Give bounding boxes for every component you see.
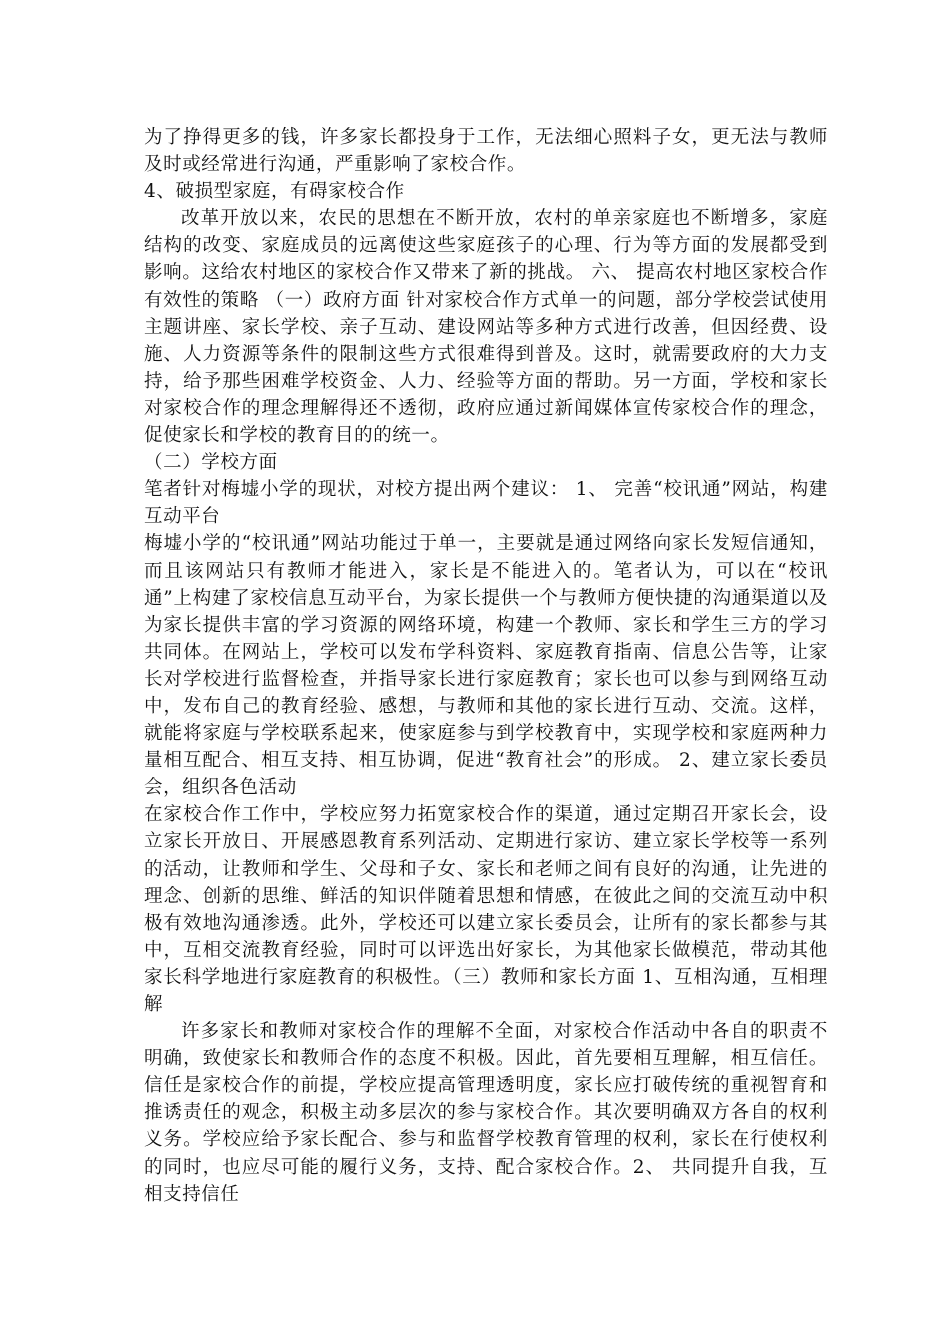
paragraph: 梅墟小学的“校讯通”网站功能过于单一，主要就是通过网络向家长发短信通知，而且该网站只有教师才能进入，家长是不能进入的。笔者认为，可以在“校讯通”上构建了家校信息互动平台，为家长提供一个与教师方便快捷的沟通渠道以及为家长提供丰富的学习资源的网络环境，构建一个教师、家长和学生三方的学习共同体。在网站上，学校可以发布学科资料、家庭教育指南、信息公告等，让家长对学校进行监督检查，并指导家长进行家庭教育；家长也可以参与到网络互动中，发布自己的教育经验、感想，与教师和其他的家长进行互动、交流。这样，就能将家庭与学校联系起来，使家庭参与到学校教育中，实现学校和家庭两种力量相互配合、相互支持、相互协调，促进“教育社会”的形成。 2、建立家长委员会，组织各色活动 (144, 533, 828, 799)
section-heading: 4、破损型家庭，有碍家校合作 (144, 181, 405, 203)
document-body (144, 124, 828, 1208)
section-heading: （二）学校方面 (144, 452, 278, 474)
paragraph: 为了挣得更多的钱，许多家长都投身于工作，无法细心照料子女，更无法与教师及时或经常进行沟通，严重影响了家校合作。 (144, 127, 828, 176)
paragraph: 许多家长和教师对家校合作的理解不全面，对家校合作活动中各自的职责不明确，致使家长和教师合作的态度不积极。因此，首先要相互理解，相互信任。信任是家校合作的前提，学校应提高管理透明度，家长应打破传统的重视智育和推诱责任的观念，积极主动多层次的参与家校合作。其次要明确双方各自的权利义务。学校应给予家长配合、参与和监督学校教育管理的权利，家长在行使权利的同时，也应尽可能的履行义务，支持、配合家校合作。2、 共同提升自我，互相支持信任 (144, 1021, 828, 1205)
paragraph: 笔者针对梅墟小学的现状，对校方提出两个建议： 1、 完善“校讯通”网站，构建互动平台 (144, 479, 828, 528)
paragraph: 在家校合作工作中，学校应努力拓宽家校合作的渠道，通过定期召开家长会，设立家长开放日、开展感恩教育系列活动、定期进行家访、建立家长学校等一系列的活动，让教师和学生、父母和子女、家长和老师之间有良好的沟通，让先进的理念、创新的思维、鲜活的知识伴随着思想和情感，在彼此之间的交流互动中积极有效地沟通渗透。此外，学校还可以建立家长委员会，让所有的家长都参与其中，互相交流教育经验，同时可以评选出好家长，为其他家长做模范，带动其他家长科学地进行家庭教育的积极性。（三）教师和家长方面 1、互相沟通，互相理解 (144, 804, 828, 1015)
paragraph: 改革开放以来，农民的思想在不断开放，农村的单亲家庭也不断增多，家庭结构的改变、家庭成员的远离使这些家庭孩子的心理、行为等方面的发展都受到影响。这给农村地区的家校合作又带来了新的挑战。 六、 提高农村地区家校合作有效性的策略 （一）政府方面 针对家校合作方式单一的问题，部分学校尝试使用主题讲座、家长学校、亲子互动、建设网站等多种方式进行改善，但因经费、设施、人力资源等条件的限制这些方式很难得到普及。这时，就需要政府的大力支持，给予那些困难学校资金、人力、经验等方面的帮助。另一方面，学校和家长对家校合作的理念理解得还不透彻，政府应通过新闻媒体宣传家校合作的理念，促使家长和学校的教育目的的统一。 (144, 208, 828, 447)
